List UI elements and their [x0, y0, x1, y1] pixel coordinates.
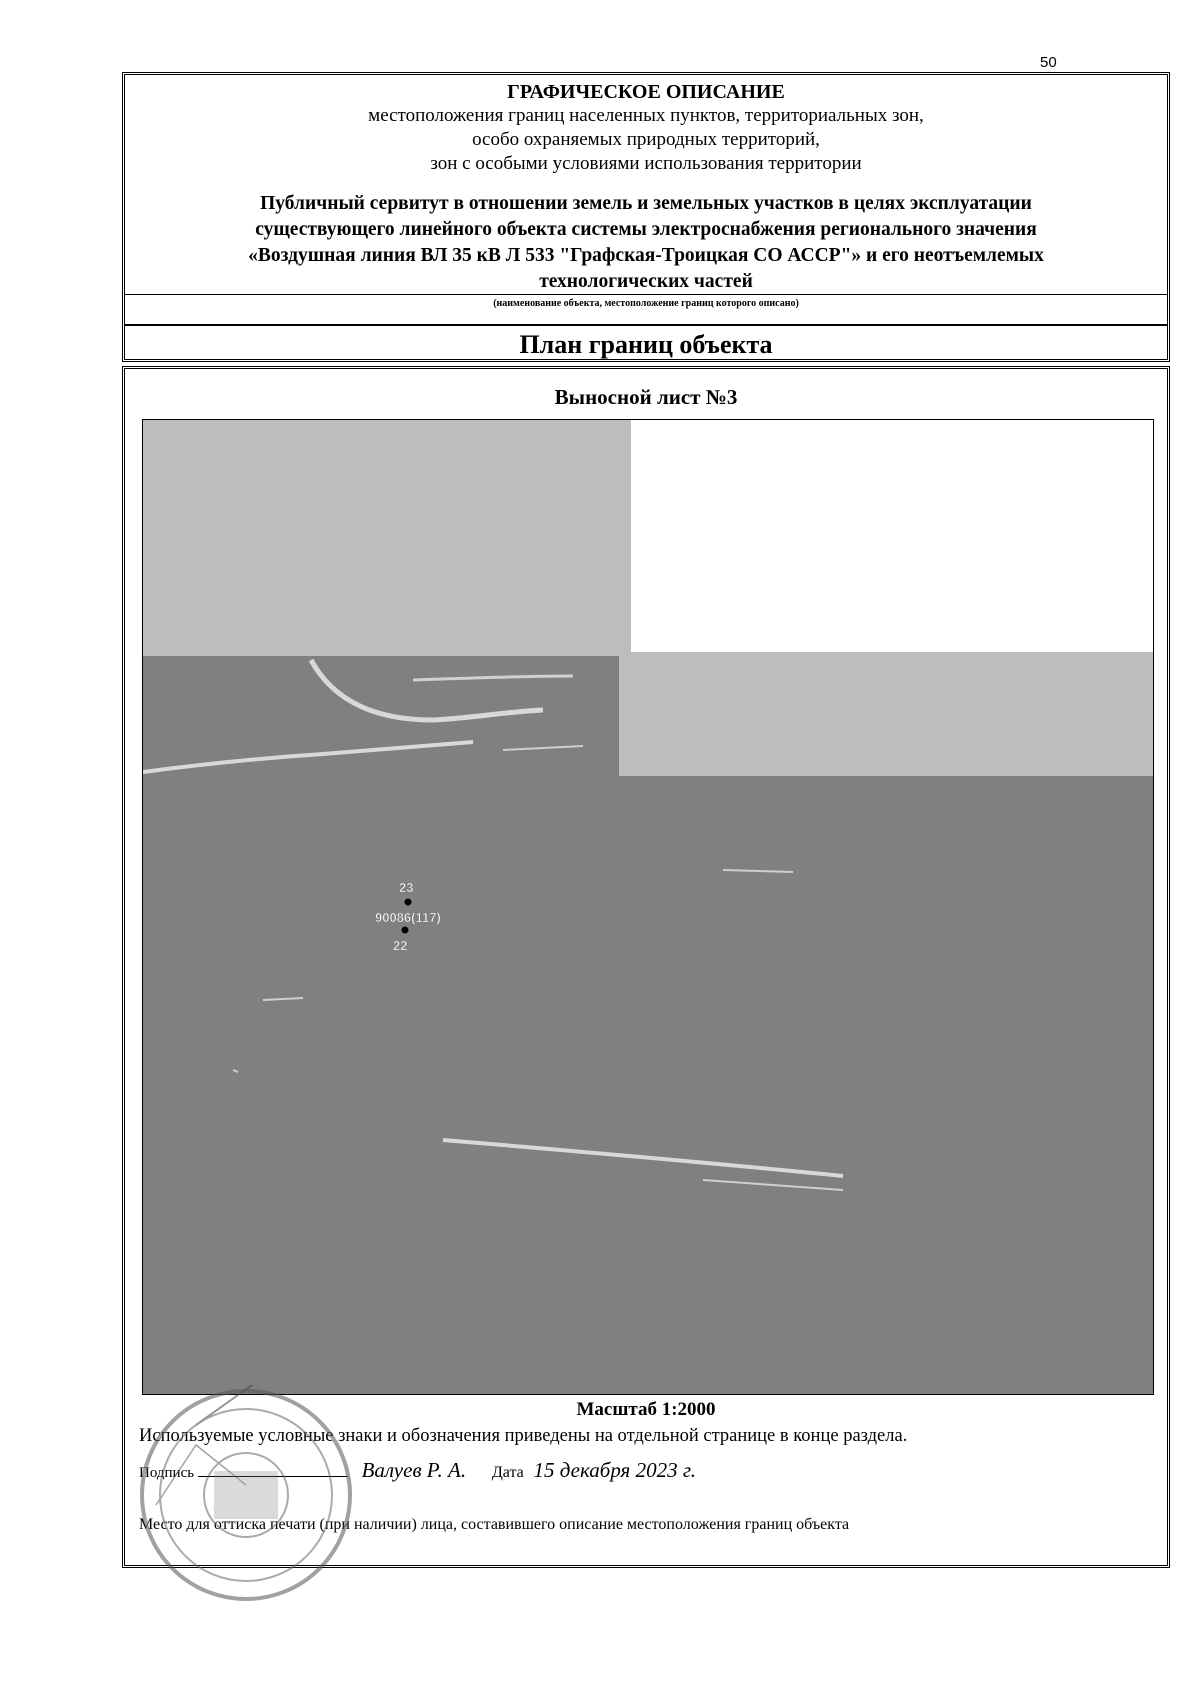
scale-label: Масштаб 1:2000 [576, 1399, 716, 1420]
subtitle-line-1: местоположения границ населенных пунктов, территориальных зон, [368, 105, 924, 126]
boundary-point-23 [405, 899, 412, 906]
document-title: ГРАФИЧЕСКОЕ ОПИСАНИЕ [507, 81, 785, 103]
sheet-title: Выносной лист №3 [554, 385, 738, 409]
divider [125, 294, 1167, 295]
point-label-22: 22 [393, 938, 408, 953]
stamp-note: Место для оттиска печати (при наличии) лица, составившего описание местоположения границ объекта [139, 1516, 850, 1533]
object-name-line-4: технологических частей [539, 271, 753, 292]
page-number: 50 [1040, 54, 1057, 71]
object-name-line-2: существующего линейного объекта системы электроснабжения регионального значения [255, 219, 1037, 240]
header-frame [122, 72, 1170, 362]
legend-note: Используемые условные знаки и обозначения приведены на отдельной странице в конце раздела. [139, 1426, 908, 1446]
plan-title: План границ объекта [519, 330, 773, 359]
point-label-23: 23 [399, 880, 414, 895]
object-name-line-1: Публичный сервитут в отношении земель и земельных участков в целях эксплуатации [260, 193, 1032, 214]
date-value: 15 декабря 2023 г. [533, 1458, 696, 1482]
subtitle-line-2: особо охраняемых природных территорий, [472, 129, 820, 150]
subtitle-line-3: зон с особыми условиями использования территории [430, 153, 862, 174]
map-raster [143, 420, 1154, 1395]
object-caption: (наименование объекта, местоположение границ которого описано) [493, 298, 799, 309]
divider [125, 324, 1167, 326]
signer-name: Валуев Р. А. [361, 1458, 467, 1482]
parcel-label: 90086(117) [375, 910, 441, 925]
map-view[interactable] [142, 419, 1154, 1395]
date-label: Дата [491, 1464, 524, 1481]
seal-stamp [136, 1385, 356, 1605]
object-name-line-3: «Воздушная линия ВЛ 35 кВ Л 533 "Графская-Троицкая СО АССР"» и его неотъемлемых [248, 245, 1044, 266]
signature-label: Подпись [139, 1465, 195, 1481]
boundary-point-22 [402, 927, 409, 934]
